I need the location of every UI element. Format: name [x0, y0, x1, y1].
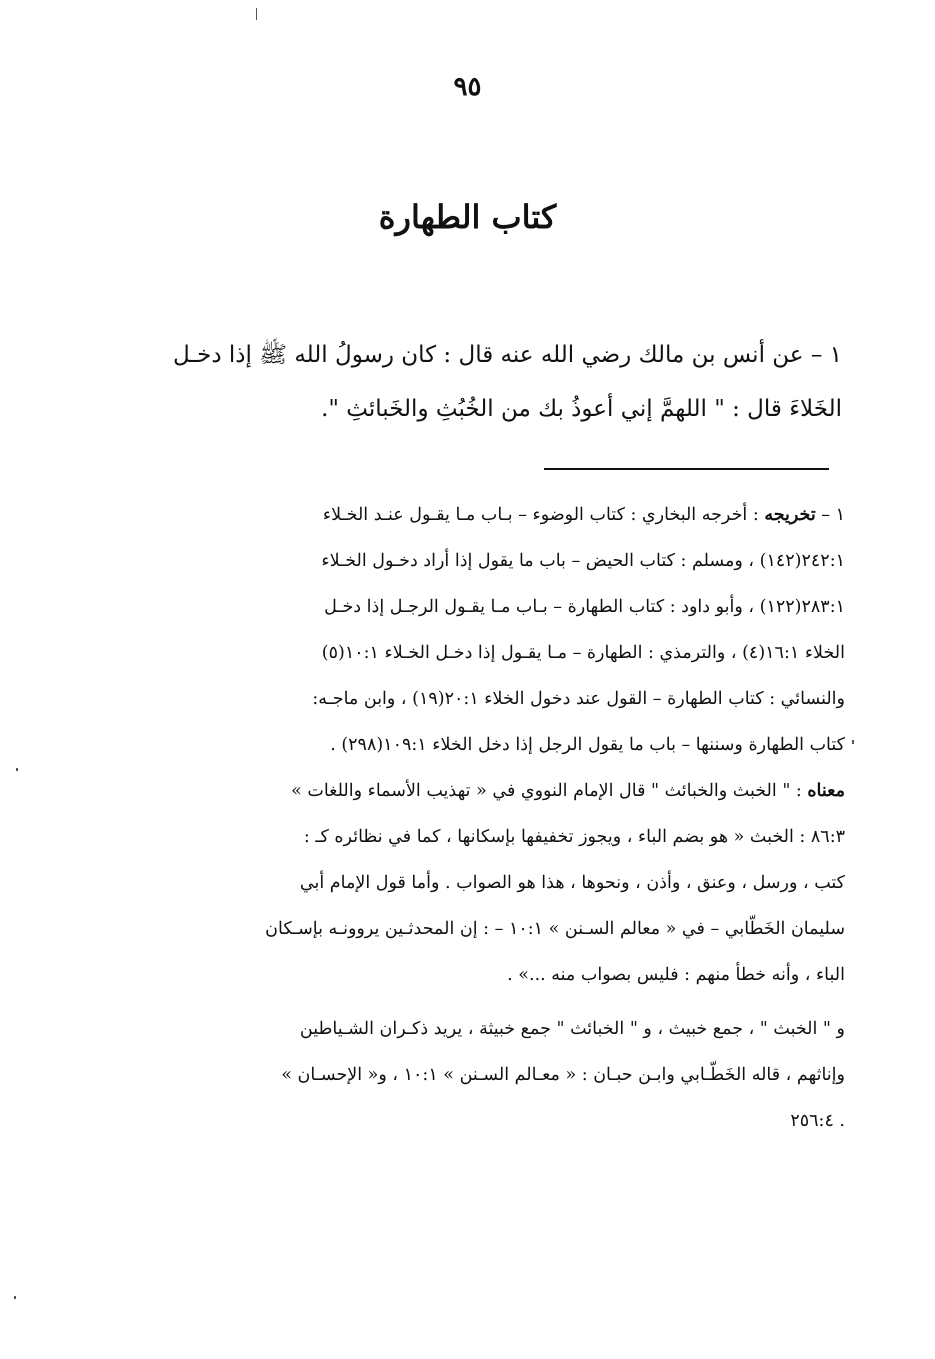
page-number: ٩٥ — [453, 72, 482, 102]
meaning-text: : " الخبث والخبائث " قال الإمام النووي في « تهذيب الأسماء واللغات » — [291, 781, 808, 801]
footnotes — [115, 492, 845, 1144]
scan-speck — [14, 1296, 16, 1299]
explanation-line: . ٢٥٦:٤ — [790, 1111, 845, 1131]
hadith-line: الخَلاءَ قال : " اللهمَّ إني أعوذُ بك من الخُبُثِ والخَبائثِ ". — [321, 396, 842, 422]
footnote-divider — [544, 468, 829, 470]
takhrij-line: الخلاء ١٦:١(٤) ، والترمذي : الطهارة – مـا يقـول إذا دخـل الخـلاء ١٠:١(٥) — [321, 643, 845, 663]
takhrij-line — [115, 492, 845, 538]
takhrij-line: والنسائي : كتاب الطهارة – القول عند دخول الخلاء ٢٠:١(١٩) ، وابن ماجـه: — [312, 689, 845, 709]
meaning-line: الباء ، وأنه خطأ منهم : فليس بصواب منه ...» . — [507, 965, 845, 985]
meaning-line: ٨٦:٣ : الخبث « هو بضم الباء ، ويجوز تخفيفها بإسكانها ، كما في نظائره كـ : — [303, 827, 845, 847]
scan-speck — [256, 8, 257, 20]
meaning-label: معناه — [807, 781, 845, 801]
takhrij-line: ٢٨٣:١(١٢٢) ، وأبو داود : كتاب الطهارة – بـاب مـا يقـول الرجـل إذا دخـل — [324, 597, 845, 617]
hadith-line: ١ – عن أنس بن مالك رضي الله عنه قال : كان رسولُ الله ﷺ إذا دخـل — [172, 342, 842, 368]
explanation-line: و " الخبث " ، جمع خبيث ، و " الخبائث " جمع خبيثة ، يريد ذكـران الشـياطين — [299, 1019, 845, 1039]
hadith-text — [118, 328, 842, 436]
takhrij-label: تخريجه — [764, 505, 816, 525]
takhrij-line: ٢٤٢:١(١٤٢) ، ومسلم : كتاب الحيض – باب ما يقول إذا أراد دخـول الخـلاء — [321, 551, 845, 571]
scan-speck — [852, 740, 854, 744]
meaning-line: كتب ، ورسل ، وعنق ، وأذن ، ونحوها ، هذا هو الصواب . وأما قول الإمام أبي — [299, 873, 845, 893]
takhrij-line: كتاب الطهارة وسننها – باب ما يقول الرجل إذا دخل الخلاء ١٠٩:١(٢٩٨) . — [330, 735, 845, 755]
explanation-line: وإناثهم ، قاله الخَطّـابي وابـن حبـان : « معـالم السـنن » ١٠:١ ، و« الإحسـان » — [281, 1065, 845, 1085]
meaning-line: سليمان الخَطّابي – في « معالم السـنن » ١٠:١ – : إن المحدثـين يروونـه بإسـكان — [265, 919, 845, 939]
chapter-title: كتاب الطهارة — [378, 198, 557, 236]
takhrij-text: : أخرجه البخاري : كتاب الوضوء – بـاب مـا يقـول عنـد الخـلاء — [322, 505, 759, 525]
takhrij-number: ١ – — [821, 505, 845, 525]
meaning-line — [115, 768, 845, 814]
scan-speck — [16, 768, 18, 771]
